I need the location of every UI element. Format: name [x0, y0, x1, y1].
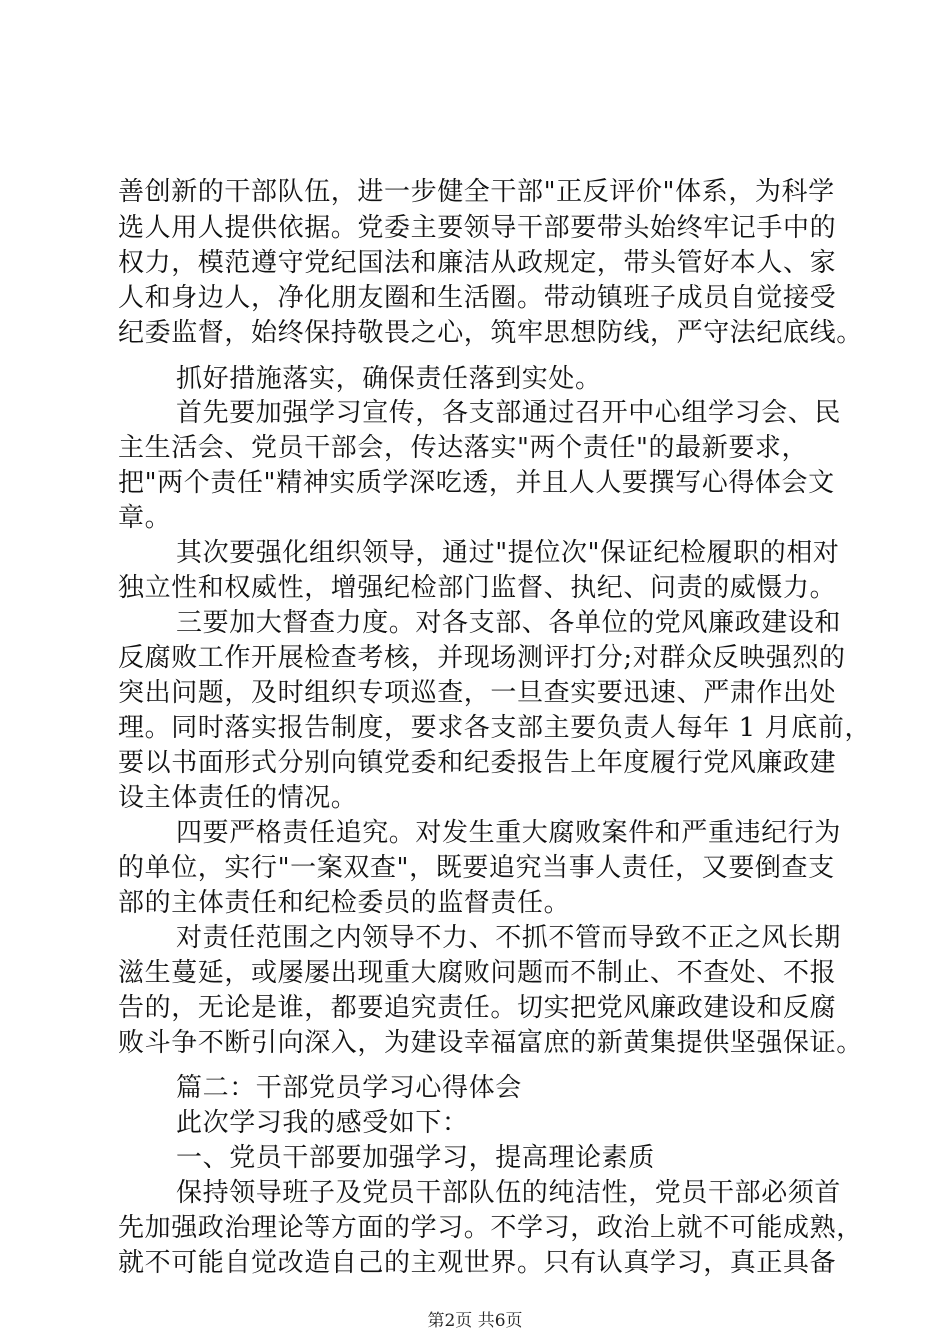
text-line: 权力，模范遵守党纪国法和廉洁从政规定，带头管好本人、家: [118, 248, 837, 278]
paragraph-start: 首先要加强学习宣传，各支部通过召开中心组学习会、民: [176, 398, 842, 428]
text-line: 理。同时落实报告制度，要求各支部主要负责人每年 1 月底前，: [118, 713, 872, 743]
text-line: 先加强政治理论等方面的学习。不学习，政治上就不可能成熟，: [118, 1213, 863, 1243]
text-line: 反腐败工作开展检查考核，并现场测评打分;对群众反映强烈的: [118, 643, 846, 673]
paragraph-start: 四要严格责任追究。对发生重大腐败案件和严重违纪行为: [176, 818, 842, 848]
text-line: 要以书面形式分别向镇党委和纪委报告上年度履行党风廉政建: [118, 748, 837, 778]
text-line: 章。: [118, 503, 172, 533]
text-line: 败斗争不断引向深入，为建设幸福富庶的新黄集提供坚强保证。: [118, 1028, 863, 1058]
text-line: 滋生蔓延，或屡屡出现重大腐败问题而不制止、不查处、不报: [118, 958, 837, 988]
text-line: 把"两个责任"精神实质学深吃透，并且人人要撰写心得体会文: [118, 468, 835, 498]
section-heading: 一、党员干部要加强学习，提高理论素质: [176, 1143, 655, 1173]
text-line: 主生活会、党员干部会，传达落实"两个责任"的最新要求，: [118, 433, 809, 463]
text-line: 就不可能自觉改造自己的主观世界。只有认真学习，真正具备: [118, 1248, 837, 1278]
text-line: 纪委监督，始终保持敬畏之心，筑牢思想防线，严守法纪底线。: [118, 318, 863, 348]
text-line: 此次学习我的感受如下：: [176, 1108, 469, 1138]
text-line: 突出问题，及时组织专项巡查，一旦查实要迅速、严肃作出处: [118, 678, 837, 708]
text-line: 部的主体责任和纪检委员的监督责任。: [118, 888, 571, 918]
text-line: 的单位，实行"一案双查"，既要追究当事人责任，又要倒查支: [118, 853, 835, 883]
paragraph-start: 其次要强化组织领导，通过"提位次"保证纪检履职的相对: [176, 538, 840, 568]
text-line: 善创新的干部队伍，进一步健全干部"正反评价"体系，为科学: [118, 177, 835, 207]
text-line: 告的，无论是谁，都要追究责任。切实把党风廉政建设和反腐: [118, 993, 837, 1023]
page-footer: 第2页 共6页: [427, 1311, 523, 1331]
text-line: 选人用人提供依据。党委主要领导干部要带头始终牢记手中的: [118, 213, 837, 243]
text-line: 人和身边人，净化朋友圈和生活圈。带动镇班子成员自觉接受: [118, 283, 837, 313]
text-line: 独立性和权威性，增强纪检部门监督、执纪、问责的威慑力。: [118, 573, 837, 603]
paragraph-start: 三要加大督查力度。对各支部、各单位的党风廉政建设和: [176, 608, 842, 638]
section-heading: 抓好措施落实，确保责任落到实处。: [176, 364, 602, 394]
text-line: 设主体责任的情况。: [118, 783, 358, 813]
paragraph-start: 对责任范围之内领导不力、不抓不管而导致不正之风长期: [176, 923, 842, 953]
section-heading: 篇二：干部党员学习心得体会: [176, 1073, 522, 1103]
paragraph-start: 保持领导班子及党员干部队伍的纯洁性，党员干部必须首: [176, 1178, 842, 1208]
